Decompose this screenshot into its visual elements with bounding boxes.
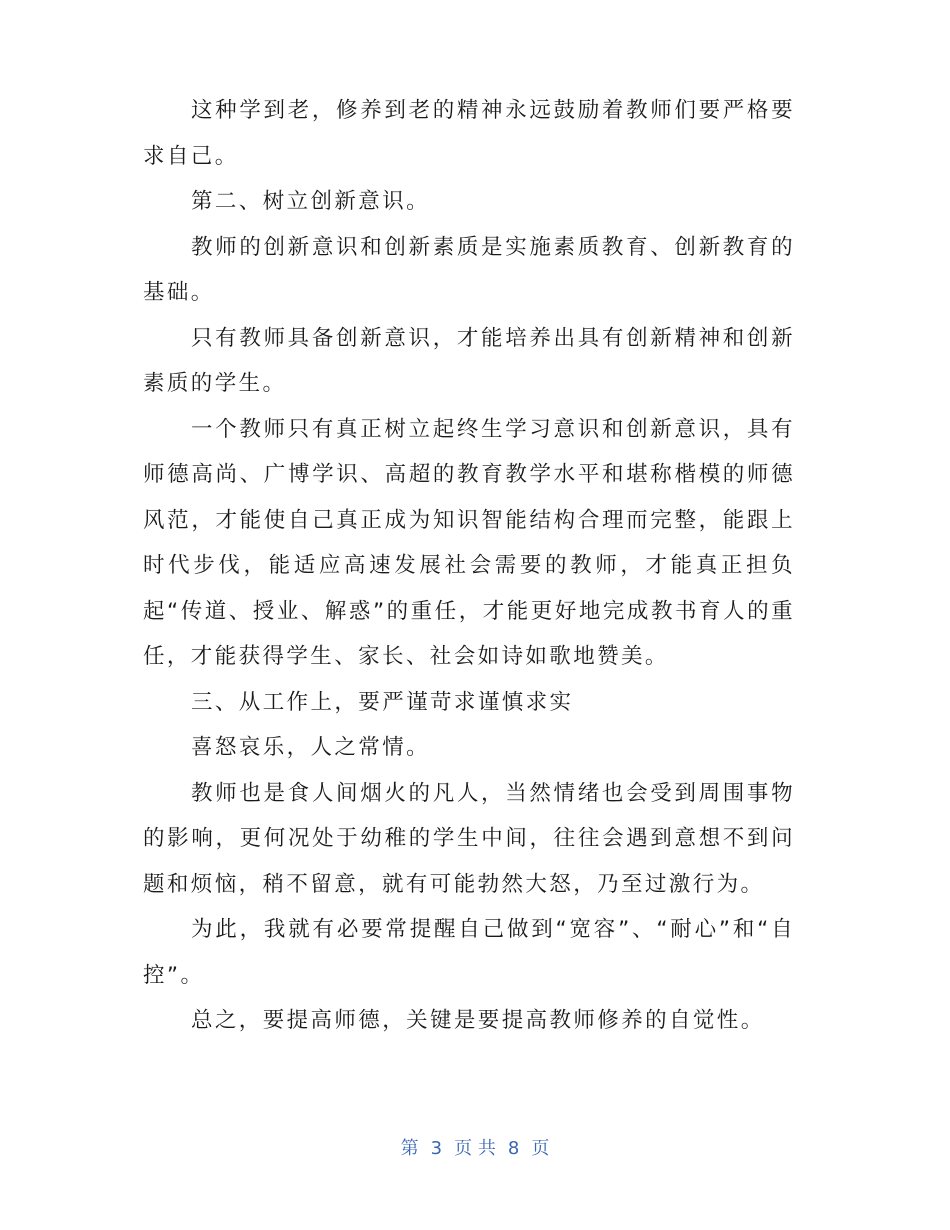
page-footer — [0, 1134, 950, 1160]
section-heading: 第二、树立创新意识。 — [191, 189, 431, 214]
total-pages-number: 8 — [507, 1138, 520, 1159]
paragraph: 总之，要提高师德，关键是要提高教师修养的自觉性。 — [191, 1008, 765, 1033]
document-body — [143, 88, 795, 1044]
page-label-prefix: 第 — [400, 1138, 419, 1159]
paragraph: 为此，我就有必要常提醒自己做到“宽容”、“耐心”和“自控”。 — [143, 917, 795, 988]
paragraph: 教师也是食人间烟火的凡人，当然情绪也会受到周围事物的影响，更何况处于幼稚的学生中间，往往会遇到意想不到问题和烦恼，稍不留意，就有可能勃然大怒，乃至过激行为。 — [143, 780, 795, 897]
section-heading: 三、从工作上，要严谨苛求谨慎求实 — [191, 689, 574, 715]
paragraph: 只有教师具备创新意识，才能培养出具有创新精神和创新素质的学生。 — [143, 325, 795, 396]
paragraph: 教师的创新意识和创新素质是实施素质教育、创新教育的基础。 — [143, 234, 795, 305]
current-page-number: 3 — [430, 1138, 443, 1159]
paragraph: 这种学到老，修养到老的精神永远鼓励着教师们要严格要求自己。 — [143, 98, 795, 169]
page-label-suffix: 页 — [531, 1138, 550, 1159]
page-label-mid: 页 共 — [454, 1138, 496, 1159]
paragraph: 喜怒哀乐，人之常情。 — [191, 735, 431, 760]
paragraph: 一个教师只有真正树立起终生学习意识和创新意识，具有师德高尚、广博学识、高超的教育教学水平和堪称楷模的师德风范，才能使自己真正成为知识智能结构合理而完整，能跟上时代步伐，能适应高速发展社会需要的教师，才能真正担负起“传道、授业、解惑”的重任，才能更好地完成教书育人的重任，才能获得学生、家长、社会如诗如歌地赞美。 — [143, 416, 795, 669]
